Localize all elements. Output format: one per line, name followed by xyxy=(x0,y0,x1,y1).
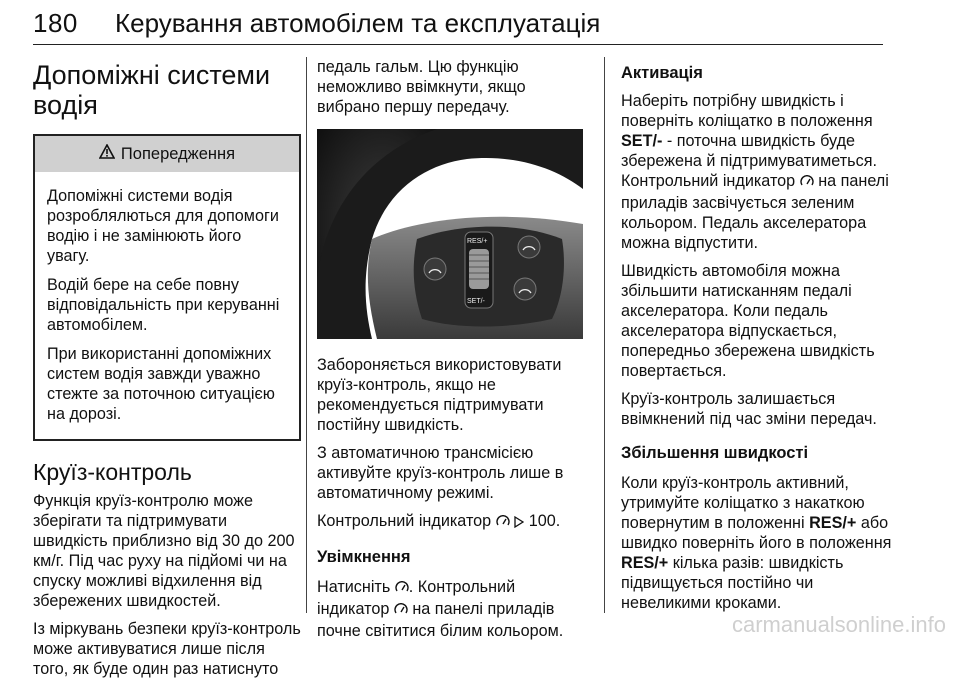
text: . Контрольний індикатор xyxy=(317,578,516,618)
reference-arrow-icon xyxy=(514,513,524,533)
paragraph: Круїз-контроль залишається ввімкнений під час зміни передач. xyxy=(621,390,877,428)
paragraph: педаль гальм. Цю функцію неможливо ввімкнути, якщо вибрано першу передачу. xyxy=(317,58,526,116)
cruise-control-title: Круїз-контроль xyxy=(33,459,192,485)
text: - поточна швидкість буде збережена й підтримуватиметься. Контрольний індикатор xyxy=(621,132,877,190)
warning-text: Водій бере на себе повну відповідальність при керуванні автомобілем. xyxy=(47,276,280,334)
text: або швидко поверніть його в положення xyxy=(621,514,892,552)
page-number: 180 xyxy=(33,8,78,38)
column-middle xyxy=(317,57,583,649)
cruise-control-icon xyxy=(800,173,814,193)
set-label: SET/- xyxy=(621,132,663,150)
increase-speed-title: Збільшення швидкості xyxy=(621,444,809,462)
res-label: RES/+ xyxy=(467,238,488,245)
paragraph xyxy=(317,511,583,533)
text: на панелі приладів засвічується зеленим кольором. Педаль акселератора можна відпустити. xyxy=(621,172,889,252)
chapter-title: Керування автомобілем та експлуатація xyxy=(115,8,601,38)
paragraph: Із міркувань безпеки круїз-контроль може активуватися лише після того, як буде один раз натиснуто xyxy=(33,620,301,678)
page-header xyxy=(33,6,883,45)
warning-header xyxy=(35,136,299,172)
text: Коли круїз-контроль активний, утримуйте коліщатко з накаткою повернутим в положенні xyxy=(621,474,865,532)
warning-box xyxy=(33,134,301,441)
page-reference: 100. xyxy=(528,512,561,530)
column-left xyxy=(33,60,301,687)
res-label: RES/+ xyxy=(809,514,857,532)
paragraph: Забороняється використовувати круїз-контроль, якщо не рекомендується підтримувати постійну швидкість. xyxy=(317,356,562,434)
section-title xyxy=(33,60,301,120)
steering-wheel-photo xyxy=(317,129,583,339)
section-title-line1: Допоміжні системи xyxy=(33,60,271,90)
column-right xyxy=(621,63,893,621)
cruise-control-icon xyxy=(496,513,510,533)
column-divider xyxy=(604,57,605,613)
cruise-control-icon xyxy=(394,601,408,621)
paragraph xyxy=(317,577,583,641)
paragraph xyxy=(621,91,893,253)
paragraph: Швидкість автомобіля можна збільшити натисканням педалі акселератора. Коли педаль акселератора відпускається, попередньо збережена швидкість повертається. xyxy=(621,262,875,380)
section-title-line2: водія xyxy=(33,90,98,120)
watermark: carmanualsonline.info xyxy=(731,612,946,637)
column-divider xyxy=(306,57,307,613)
activation-title: Активація xyxy=(621,64,703,82)
warning-triangle-icon xyxy=(99,144,115,164)
res-label: RES/+ xyxy=(621,554,669,572)
set-label: SET/- xyxy=(467,298,485,305)
paragraph xyxy=(621,473,893,613)
text: Наберіть потрібну швидкість і поверніть коліщатко в положення xyxy=(621,92,873,130)
cruise-control-icon xyxy=(395,579,409,599)
switching-on-title: Увімкнення xyxy=(317,548,411,566)
warning-title: Попередження xyxy=(120,145,236,163)
paragraph: З автоматичною трансмісією активуйте круїз-контроль лише в автоматичному режимі. xyxy=(317,444,564,502)
warning-body xyxy=(35,172,299,439)
text: Контрольний індикатор xyxy=(317,512,492,530)
paragraph: Функція круїз-контролю може зберігати та підтримувати швидкість приблизно від 30 до 200 км/г. Під час руху на підйомі чи на спуску можливі відхилення від збережених швидкостей. xyxy=(33,492,295,610)
warning-text: Допоміжні системи водія розроблялються для допомоги водію і не замінюють його увагу. xyxy=(47,187,279,265)
warning-text: При використанні допоміжних систем водія завжди уважно стежте за поточною ситуацією на дорозі. xyxy=(47,345,275,423)
text: на панелі приладів почне світитися білим кольором. xyxy=(317,600,564,640)
text: Натисніть xyxy=(317,578,391,596)
text: кілька разів: швидкість підвищується постійно чи невеликими кроками. xyxy=(621,554,844,612)
